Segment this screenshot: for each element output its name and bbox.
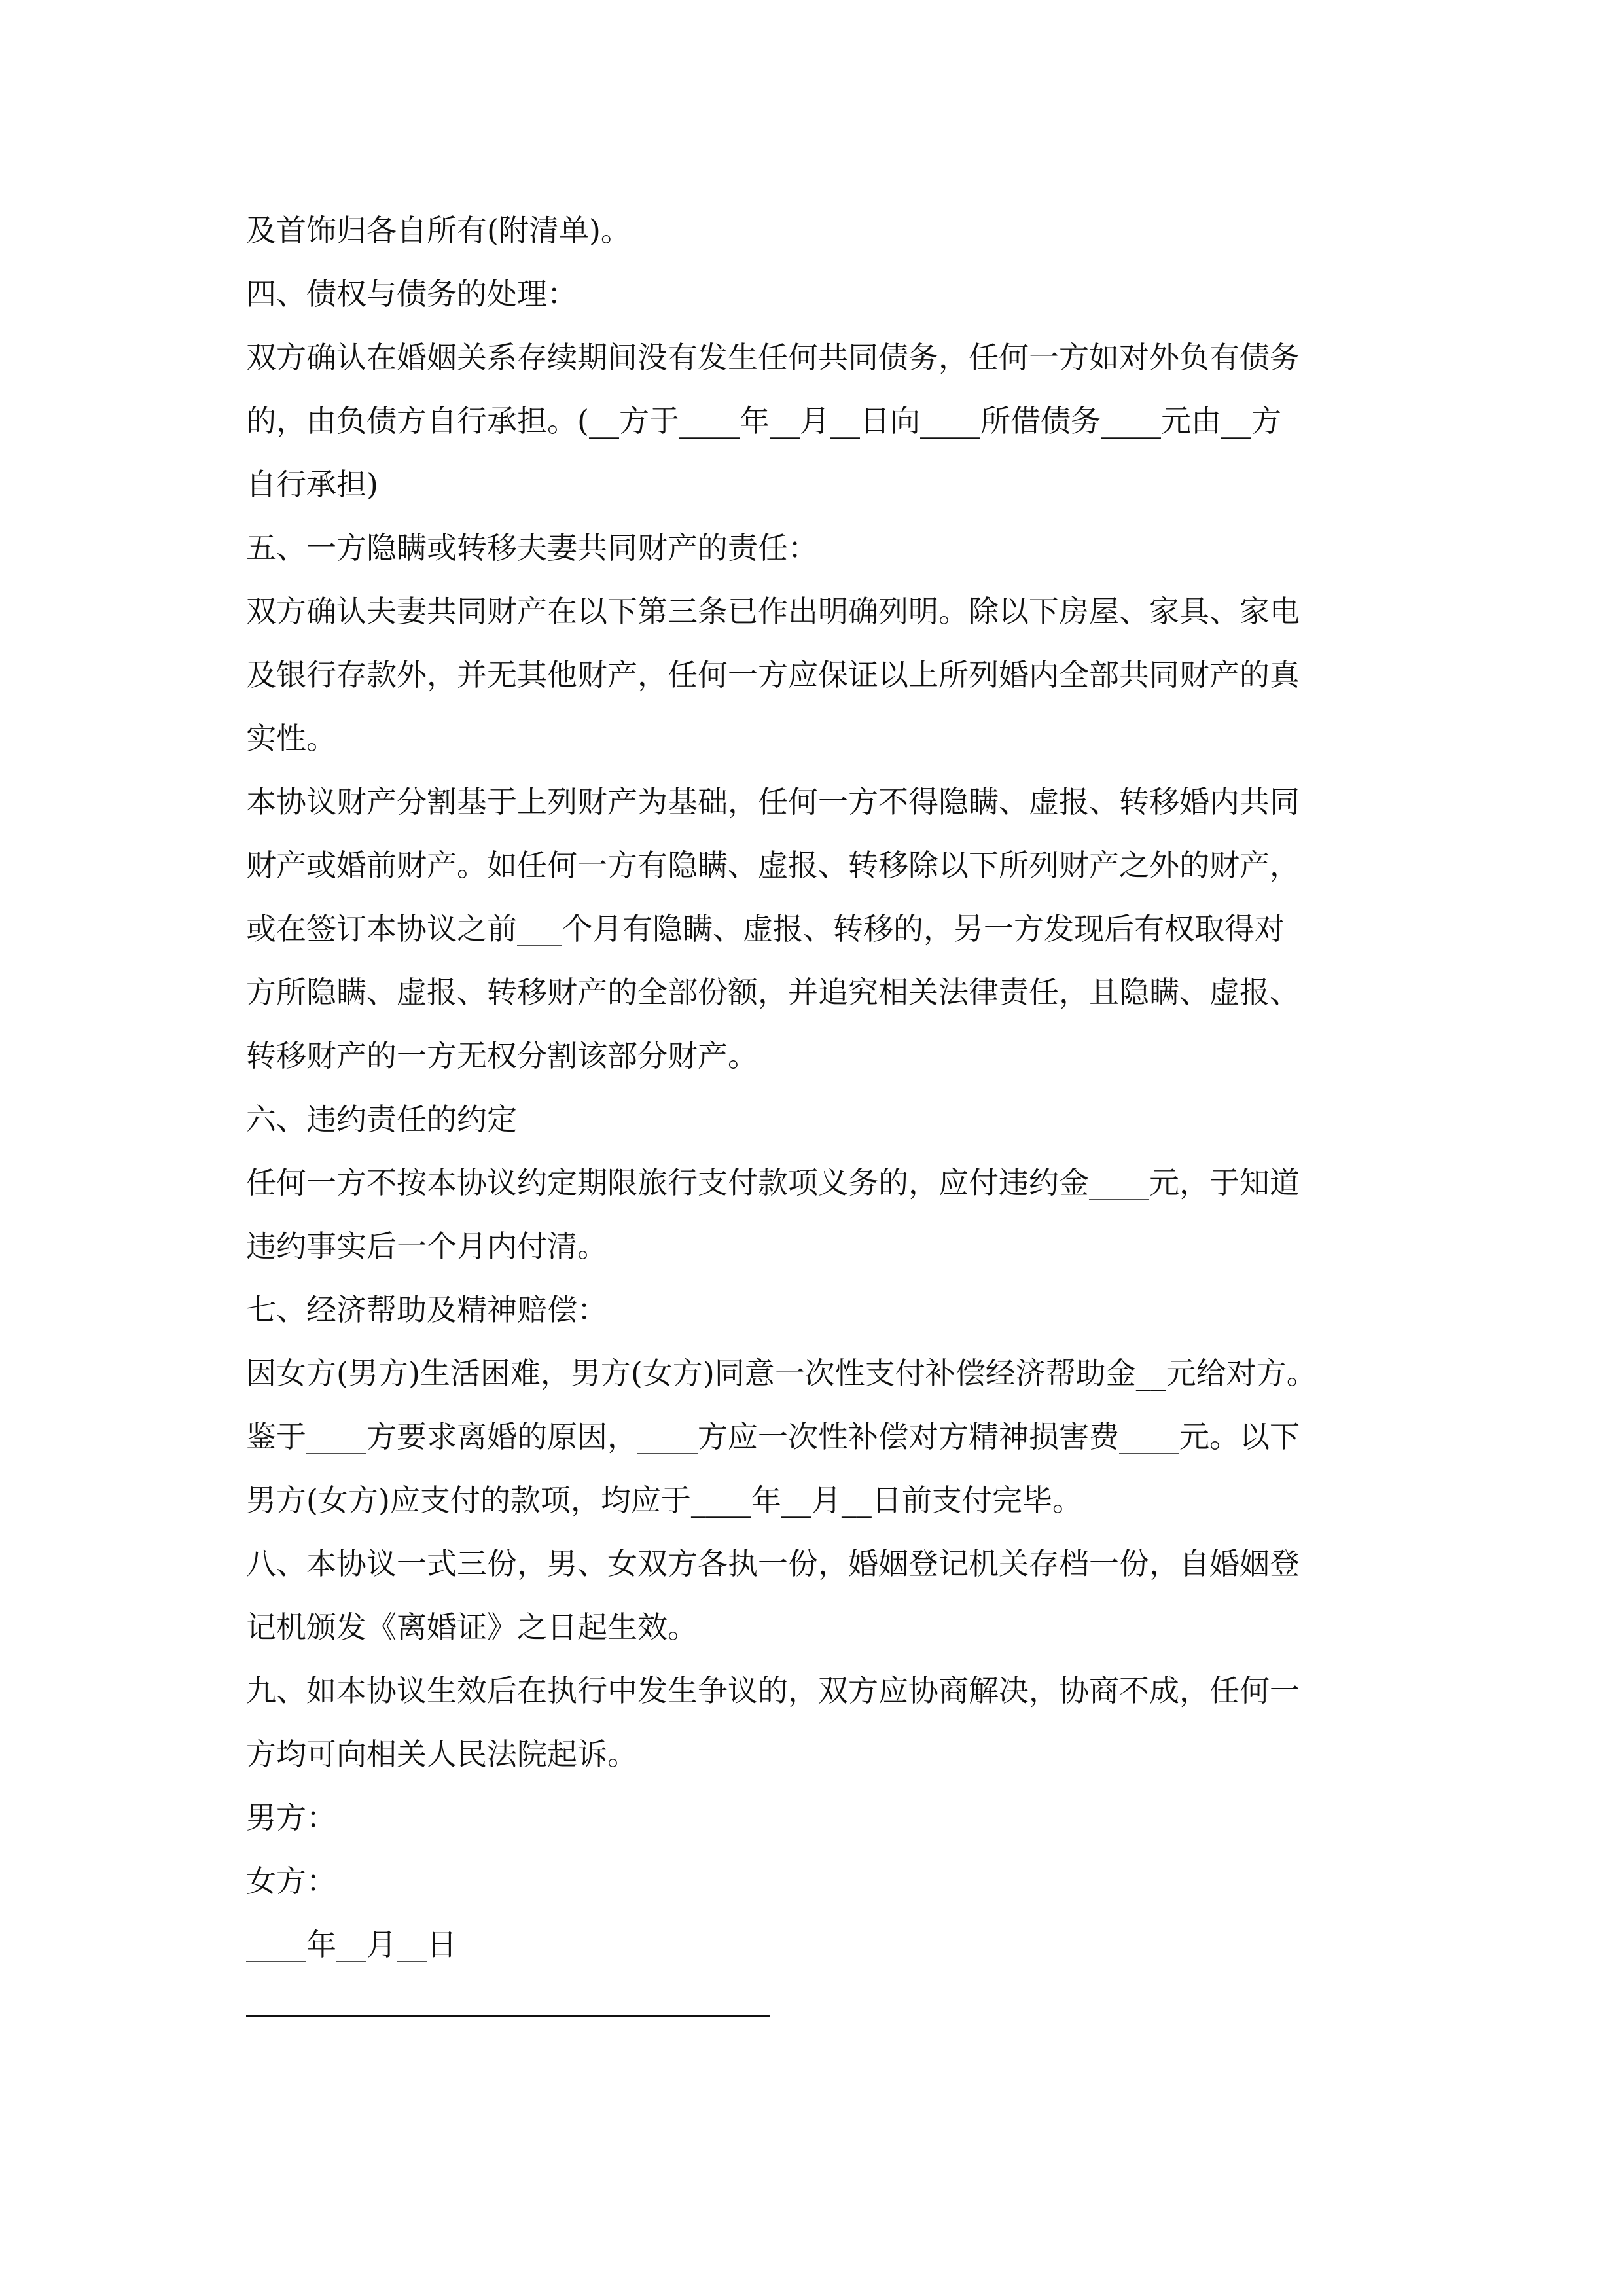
text-line: 自行承担): [246, 467, 378, 502]
text-line: 鉴于____方要求离婚的原因，____方应一次性补偿对方精神损害费____元。以下: [246, 1419, 1300, 1454]
text-line: 或在签订本协议之前___个月有隐瞒、虚报、转移的，另一方发现后有权取得对: [246, 911, 1285, 946]
text-line: 实性。: [246, 721, 336, 756]
section-clause-disputes: 九、如本协议生效后在执行中发生争议的，双方应协商解决，协商不成，任何一: [246, 1673, 1300, 1708]
text-line: 及首饰归各自所有(附清单)。: [246, 213, 631, 248]
text-line: 的，由负债方自行承担。(__方于____年__月__日向____所借债务____元由__方: [246, 403, 1281, 439]
text-line: 任何一方不按本协议约定期限旅行支付款项义务的，应付违约金____元，于知道: [246, 1165, 1300, 1200]
text-line: 因女方(男方)生活困难，男方(女方)同意一次性支付补偿经济帮助金__元给对方。: [246, 1355, 1317, 1391]
text-line: 双方确认夫妻共同财产在以下第三条已作出明确列明。除以下房屋、家具、家电: [246, 594, 1300, 629]
section-heading-concealment: 五、一方隐瞒或转移夫妻共同财产的责任：: [246, 530, 818, 565]
text-line: 财产或婚前财产。如任何一方有隐瞒、虚报、转移除以下所列财产之外的财产，: [246, 848, 1300, 883]
text-line: 记机颁发《离婚证》之日起生效。: [246, 1609, 698, 1645]
signature-date: ____年__月__日: [246, 1927, 457, 1962]
text-line: 及银行存款外，并无其他财产，任何一方应保证以上所列婚内全部共同财产的真: [246, 657, 1300, 692]
text-line: 方所隐瞒、虚报、转移财产的全部份额，并追究相关法律责任，且隐瞒、虚报、: [246, 975, 1300, 1010]
section-clause-copies: 八、本协议一式三份，男、女双方各执一份，婚姻登记机关存档一份，自婚姻登: [246, 1546, 1300, 1581]
section-heading-breach: 六、违约责任的约定: [246, 1102, 517, 1137]
signature-male-label: 男方：: [246, 1800, 336, 1835]
section-heading-debts: 四、债权与债务的处理：: [246, 276, 577, 312]
text-line: 双方确认在婚姻关系存续期间没有发生任何共同债务，任何一方如对外负有债务: [246, 340, 1300, 375]
section-heading-compensation: 七、经济帮助及精神赔偿：: [246, 1292, 607, 1327]
document-body: [246, 199, 1398, 2040]
signature-female-label: 女方：: [246, 1863, 336, 1899]
rule-line: [246, 2015, 770, 2017]
text-line: 本协议财产分割基于上列财产为基础，任何一方不得隐瞒、虚报、转移婚内共同: [246, 784, 1300, 819]
text-line: 违约事实后一个月内付清。: [246, 1229, 607, 1264]
text-line: 方均可向相关人民法院起诉。: [246, 1736, 637, 1772]
text-line: 男方(女方)应支付的款项，均应于____年__月__日前支付完毕。: [246, 1482, 1082, 1518]
horizontal-rule: [246, 1977, 1398, 2040]
text-line: 转移财产的一方无权分割该部分财产。: [246, 1038, 758, 1073]
